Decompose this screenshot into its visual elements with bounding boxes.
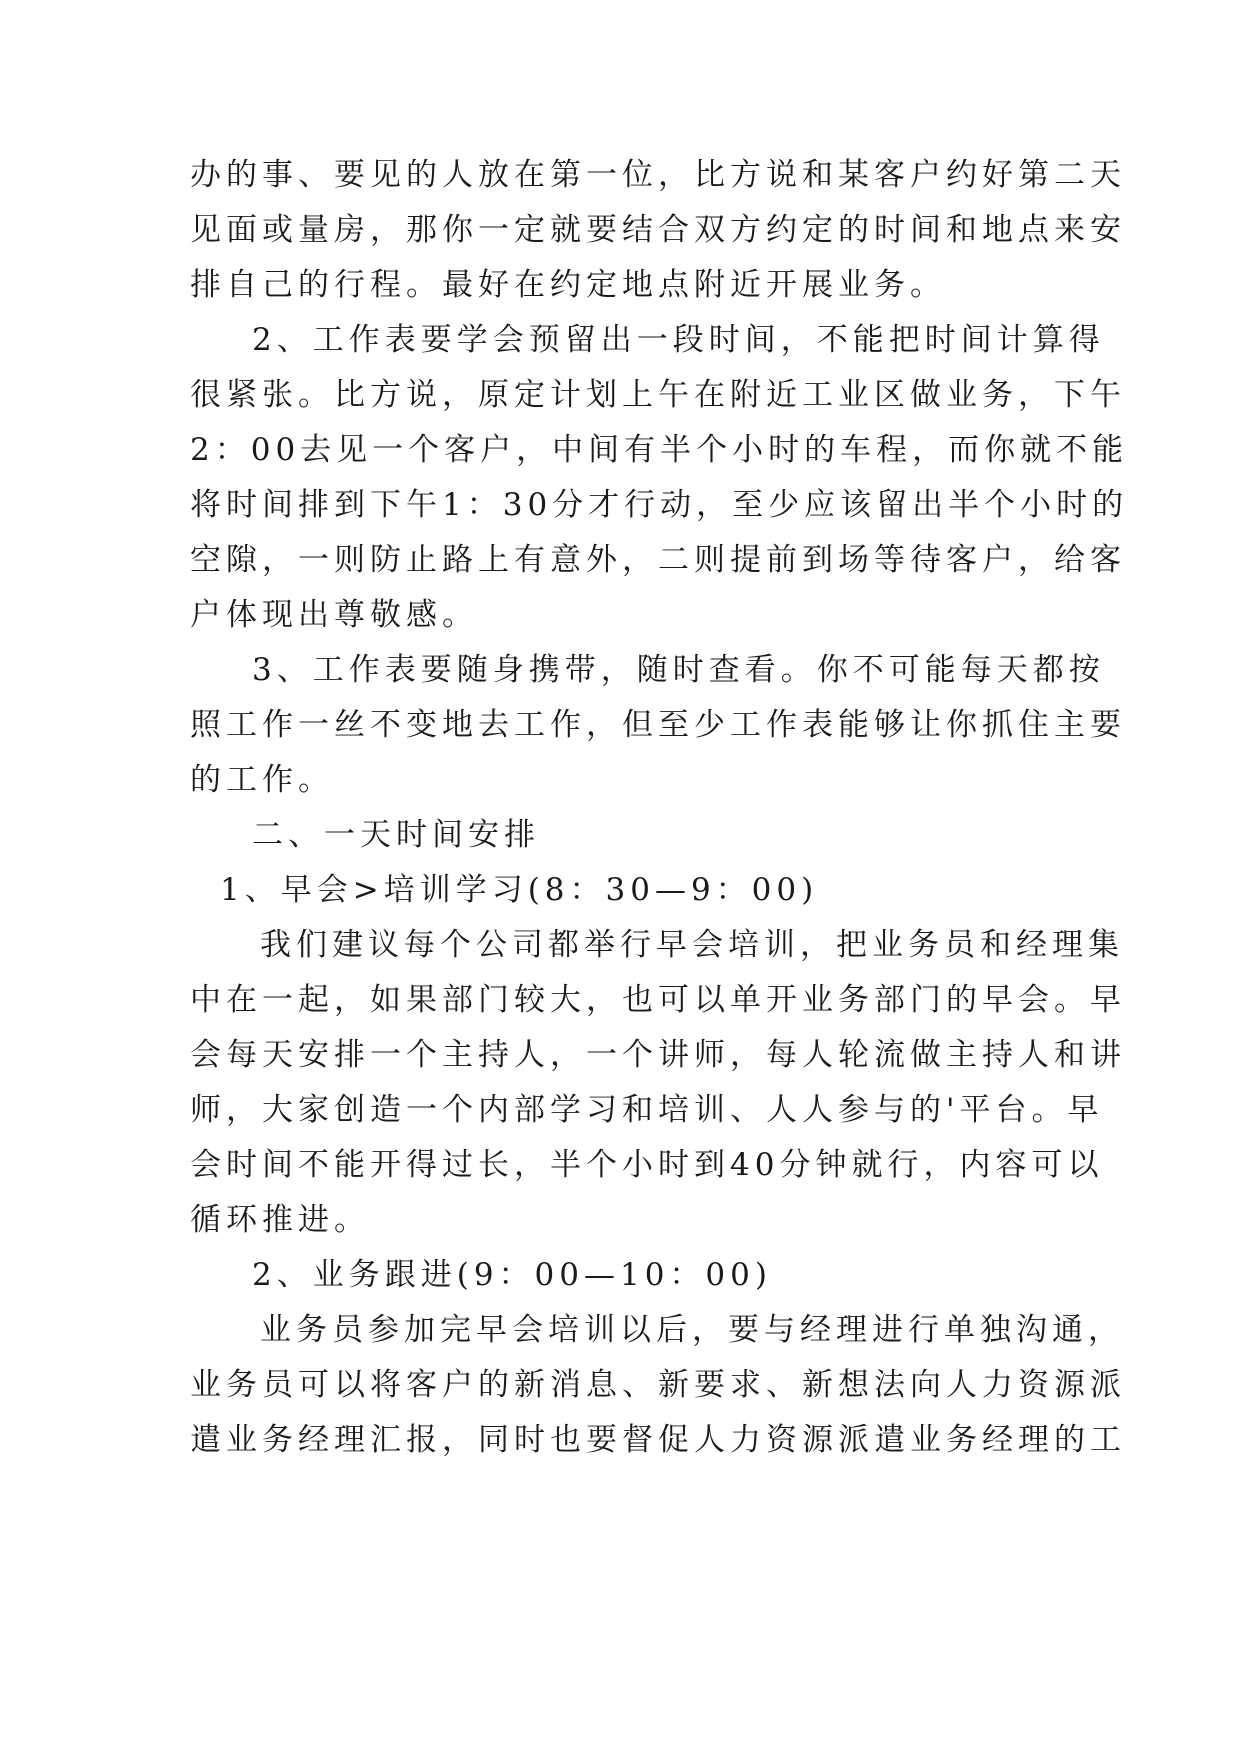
text-line: 会时间不能开得过长，半个小时到40分钟就行，内容可以 xyxy=(190,1147,1104,1183)
text-line: 业务员参加完早会培训以后，要与经理进行单独沟通， xyxy=(260,1312,1124,1348)
text-line: 空隙，一则防止路上有意外，二则提前到场等待客户，给客 xyxy=(190,542,1126,578)
text-line: 遣业务经理汇报，同时也要督促人力资源派遣业务经理的工 xyxy=(190,1422,1126,1458)
text-line: 办的事、要见的人放在第一位，比方说和某客户约好第二天 xyxy=(190,157,1126,193)
text-line: 户体现出尊敬感。 xyxy=(190,597,478,633)
text-line: 很紧张。比方说，原定计划上午在附近工业区做业务，下午 xyxy=(190,377,1126,413)
text-line: 会每天安排一个主持人，一个讲师，每人轮流做主持人和讲 xyxy=(190,1037,1126,1073)
text-line: 排自己的行程。最好在约定地点附近开展业务。 xyxy=(190,267,946,303)
text-line: 将时间排到下午1：30分才行动，至少应该留出半个小时的 xyxy=(190,487,1129,523)
text-line: 师，大家创造一个内部学习和培训、人人参与的'平台。早 xyxy=(190,1092,1104,1128)
text-line: 我们建议每个公司都举行早会培训，把业务员和经理集 xyxy=(260,927,1124,963)
section-heading: 二、一天时间安排 xyxy=(252,817,540,853)
text-line: 2、工作表要学会预留出一段时间，不能把时间计算得 xyxy=(252,322,1105,358)
text-line: 见面或量房，那你一定就要结合双方约定的时间和地点来安 xyxy=(190,212,1126,248)
text-line: 照工作一丝不变地去工作，但至少工作表能够让你抓住主要 xyxy=(190,707,1126,743)
text-line: 的工作。 xyxy=(190,762,334,798)
text-line: 中在一起，如果部门较大，也可以单开业务部门的早会。早 xyxy=(190,982,1126,1018)
text-line: 业务员可以将客户的新消息、新要求、新想法向人力资源派 xyxy=(190,1367,1126,1403)
subsection-heading: 2、业务跟进(9：00—10：00) xyxy=(252,1257,772,1293)
subsection-heading: 1、早会>培训学习(8：30—9：00) xyxy=(220,872,819,908)
text-line: 3、工作表要随身携带，随时查看。你不可能每天都按 xyxy=(252,652,1105,688)
text-line: 2：00去见一个客户，中间有半个小时的车程，而你就不能 xyxy=(190,432,1129,468)
text-line: 循环推进。 xyxy=(190,1202,370,1238)
